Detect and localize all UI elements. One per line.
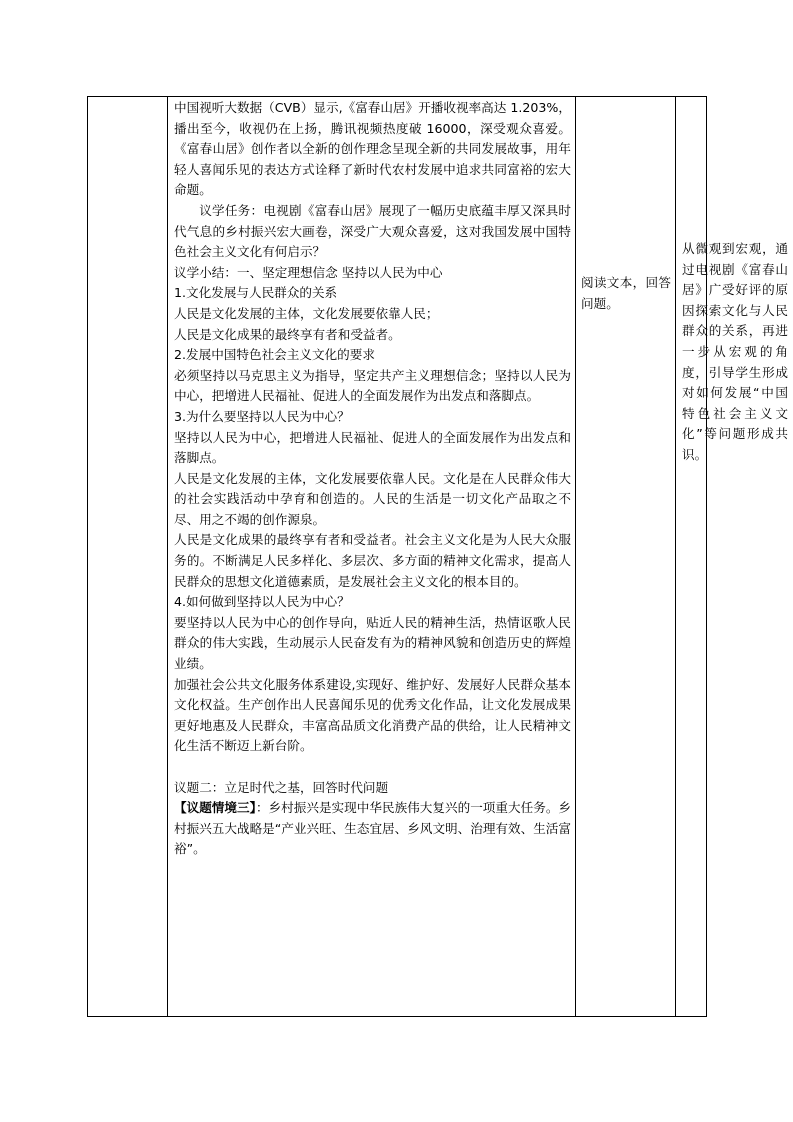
content-paragraph: 人民是文化发展的主体，文化发展要依靠人民； (174, 305, 439, 321)
content-paragraph: 议学小结：一、坚定理想信念 坚持以人民为中心 (174, 264, 443, 280)
design-intent-column (676, 97, 793, 1016)
content-paragraph: 人民是文化成果的最终享有者和受益者。社会主义文化是为人民大众服务的。不断满足人民多样化、多层次、多方面的精神文化需求，提高人民群众的思想文化道德素质，是发展社会主义文化的根本目的。 (174, 532, 571, 589)
student-activity-column (576, 97, 676, 1016)
situation-paragraph (174, 798, 571, 860)
content-paragraph: 要坚持以人民为中心的创作导向，贴近人民的精神生活，热情讴歌人民群众的伟大实践，生动展示人民奋发有为的精神风貌和创造历史的辉煌业绩。 (174, 614, 571, 672)
content-paragraph: 4.如何做到坚持以人民为中心？ (174, 594, 350, 610)
content-paragraph: 2.发展中国特色社会主义文化的要求 (174, 347, 375, 363)
content-paragraph: 加强社会公共文化服务体系建设,实现好、维护好、发展好人民群众基本文化权益。生产创作出人民喜闻乐见的优秀文化作品，让文化发展成果更好地惠及人民群众，丰富高品质文化消费产品的供给，让人民精神文化生活不断迈上新台阶。 (174, 676, 571, 754)
content-paragraph: 3.为什么要坚持以人民为中心？ (174, 408, 350, 424)
content-paragraph: 1.文化发展与人民群众的关系 (174, 285, 338, 301)
content-paragraph: 议学任务：电视剧《富春山居》展现了一幅历史底蕴丰厚又深具时代气息的乡村振兴宏大画卷，深受广大观众喜爱，这对我国发展中国特色社会主义文化有何启示？ (174, 202, 571, 260)
design-intent-text: 从微观到宏观，通过电视剧《富春山居》广受好评的原因探索文化与人民群众的关系，再进一步从宏观的角度，引导学生形成对如何发展“中国特色社会主义文化”等问题形成共识。 (682, 241, 788, 462)
student-activity-text: 阅读文本，回答问题。 (581, 275, 671, 311)
situation-label: 【议题情境三】 (174, 800, 256, 816)
teaching-content-column (168, 97, 576, 1016)
blank-line (174, 757, 571, 778)
content-paragraph: 坚持以人民为中心，把增进人民福祉、促进人的全面发展作为出发点和落脚点。 (174, 429, 571, 466)
content-paragraph: 人民是文化发展的主体，文化发展要依靠人民。文化是在人民群众伟大的社会实践活动中孕育和创造的。人民的生活是一切文化产品取之不尽、用之不竭的创作源泉。 (174, 470, 571, 527)
situation-text: ：乡村振兴是实现中华民族伟大复兴的一项重大任务。乡村振兴五大战略是“产业兴旺、生态宜居、乡风文明、治理有效、生活富裕”。 (174, 800, 572, 857)
lesson-plan-table (87, 96, 788, 1017)
topic-heading: 议题二：立足时代之基，回答时代问题 (174, 779, 389, 795)
content-paragraph: 人民是文化成果的最终享有者和受益者。 (174, 326, 401, 342)
content-paragraph: 中国视听大数据（CVB）显示,《富春山居》开播收视率高达 1.203%，播出至今，收视仍在上扬，腾讯视频热度破 16000，深受观众喜爱。《富春山居》创作者以全新的创作理念呈现全新的共同发展故事，用年轻人喜闻乐见的表达方式诠释了新时代农村发展中追求共同富裕的宏大命题。 (174, 100, 571, 198)
stage-column (88, 97, 168, 1016)
content-paragraph: 必须坚持以马克思主义为指导，坚定共产主义理想信念；坚持以人民为中心，把增进人民福祉、促进人的全面发展作为出发点和落脚点。 (174, 367, 571, 404)
